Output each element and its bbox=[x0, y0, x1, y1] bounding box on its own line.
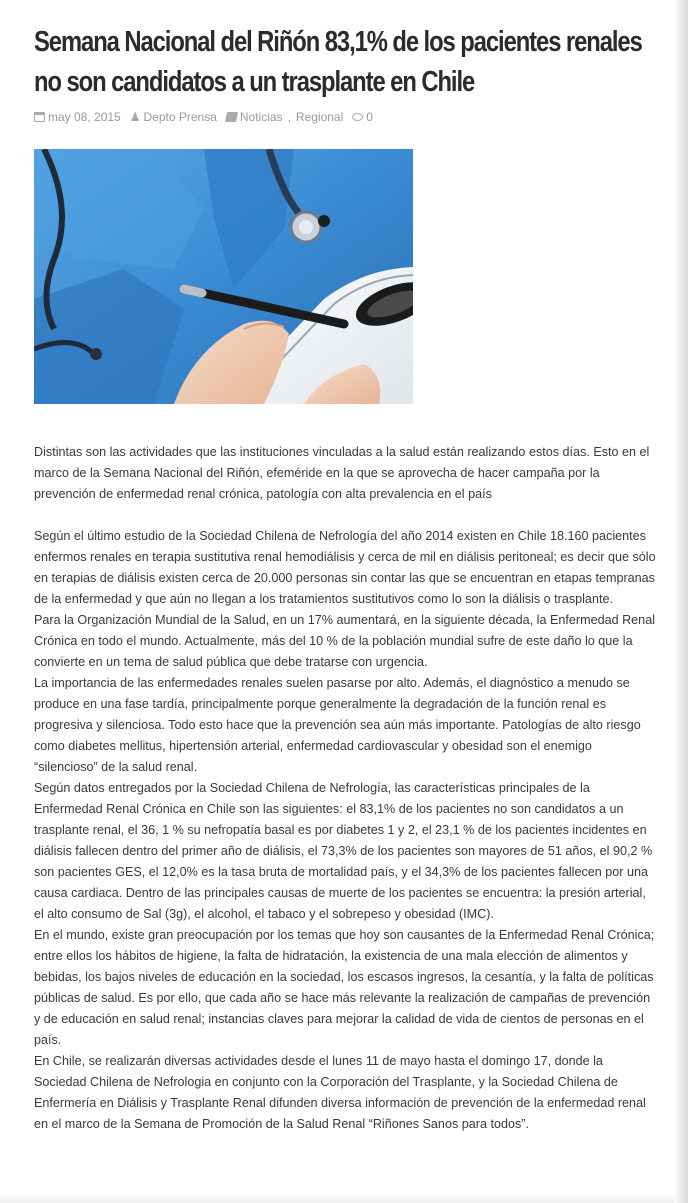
category-link-regional[interactable]: Regional bbox=[295, 110, 344, 124]
article-paragraph: Para la Organización Mundial de la Salud, en un 17% aumentará, en la siguiente década, la Enfermedad Renal Crónica en todo el mundo. Actualmente, más del 10 % de la población mundial sufre de este daño lo que la convierte en un tema de salud pública que debe tratarse con urgencia. bbox=[34, 613, 655, 669]
article bbox=[34, 22, 656, 1131]
article-paragraph: En el mundo, existe gran preocupación por los temas que hoy son causantes de la Enfermedad Renal Crónica; entre ellos los hábitos de higiene, la falta de hidratación, la existencia de una mala elección de alimentos y bebidas, los bajos niveles de educación en la sociedad, los escasos ingresos, la cesantía, y la falta de políticas públicas de salud. Es por ello, que cada año se hace más relevante la realización de campañas de prevención y de educación en salud renal; instancias claves para mejorar la calidad de vida de cientos de personas en el país. bbox=[34, 928, 655, 1047]
article-paragraph: En Chile, se realizarán diversas actividades desde el lunes 11 de mayo hasta el domingo 17, donde la Sociedad Chilena de Nefrologia en conjunto con la Corporación del Trasplante, y la Sociedad Chilena de Enfermería en Diálisis y Trasplante Renal difunden diversa información de prevención de la enfermedad renal en el marco de la Semana de Promoción de la Salud Renal “Riñones Sanos para todos”. bbox=[34, 1054, 646, 1131]
page-bottom-edge bbox=[0, 1193, 674, 1203]
doctor-illustration bbox=[34, 149, 413, 404]
author-link[interactable]: Depto Prensa bbox=[143, 110, 217, 124]
article-body bbox=[34, 442, 656, 1135]
calendar-icon bbox=[34, 112, 45, 122]
comment-icon bbox=[352, 113, 363, 121]
article-paragraph: Distintas son las actividades que las instituciones vinculadas a la salud están realizando estos días. Esto en el marco de la Semana Nacional del Riñón, efeméride en la que se aprovecha de hacer campaña por la prevención de enfermedad renal crónica, patología con alta prevalencia en el país bbox=[34, 445, 650, 501]
page-right-shadow bbox=[674, 0, 688, 1203]
category-link-noticias[interactable]: Noticias bbox=[239, 110, 283, 124]
article-paragraph: Según el último estudio de la Sociedad Chilena de Nefrología del año 2014 existen en Chile 18.160 pacientes enfermos renales en terapia sustitutiva renal hemodiálisis y cerca de mil en diálisis peritoneal; es decir que sólo en terapias de diálisis existen cerca de 20.000 personas sin contar las que se encuentran en etapas tempranas de la enfermedad y que aún no llegan a los tratamientos sustitutivos como lo son la diálisis o trasplante. bbox=[34, 529, 656, 606]
article-title: Semana Nacional del Riñón 83,1% de los pacientes renales no son candidatos a un trasplante en Chile bbox=[34, 26, 642, 98]
article-paragraph: Según datos entregados por la Sociedad Chilena de Nefrología, las características principales de la Enfermedad Renal Crónica en Chile son las siguientes: el 83,1% de los pacientes no son candidatos a un trasplante renal, el 36, 1 % su nefropatía basal es por diabetes 1 y 2, el 23,1 % de los pacientes incidentes en diálisis fallecen dentro del primer año de diálisis, el 73,3% de los pacientes son mayores de 51 años, el 90,2 % son pacientes GES, el 12,0% es la tasa bruta de mortalidad país, y el 34,3% de los pacientes fallecen por una causa cardiaca. Dentro de las principales causas de muerte de los pacientes se encuentra: la presión arterial, el alto consumo de Sal (3g), el alcohol, el tabaco y el sobrepeso y obesidad (IMC). bbox=[34, 781, 653, 921]
article-meta bbox=[34, 110, 373, 124]
user-icon: ♟ bbox=[129, 110, 141, 124]
article-featured-image bbox=[34, 149, 413, 404]
post-date: may 08, 2015 bbox=[48, 110, 121, 124]
comments-count-link[interactable]: 0 bbox=[366, 110, 373, 124]
book-icon bbox=[225, 112, 238, 122]
article-paragraph: La importancia de las enfermedades renales suelen pasarse por alto. Además, el diagnóstico a menudo se produce en una fase tardía, principalmente porque generalmente la degradación de la función renal es progresiva y silenciosa. Todo esto hace que la prevención sea aún más importante. Patologías de alto riesgo como diabetes mellitus, hipertensión arterial, enfermedad cardiovascular y obesidad son el enemigo “silencioso” de la salud renal. bbox=[34, 676, 641, 774]
category-separator: , bbox=[287, 110, 291, 124]
